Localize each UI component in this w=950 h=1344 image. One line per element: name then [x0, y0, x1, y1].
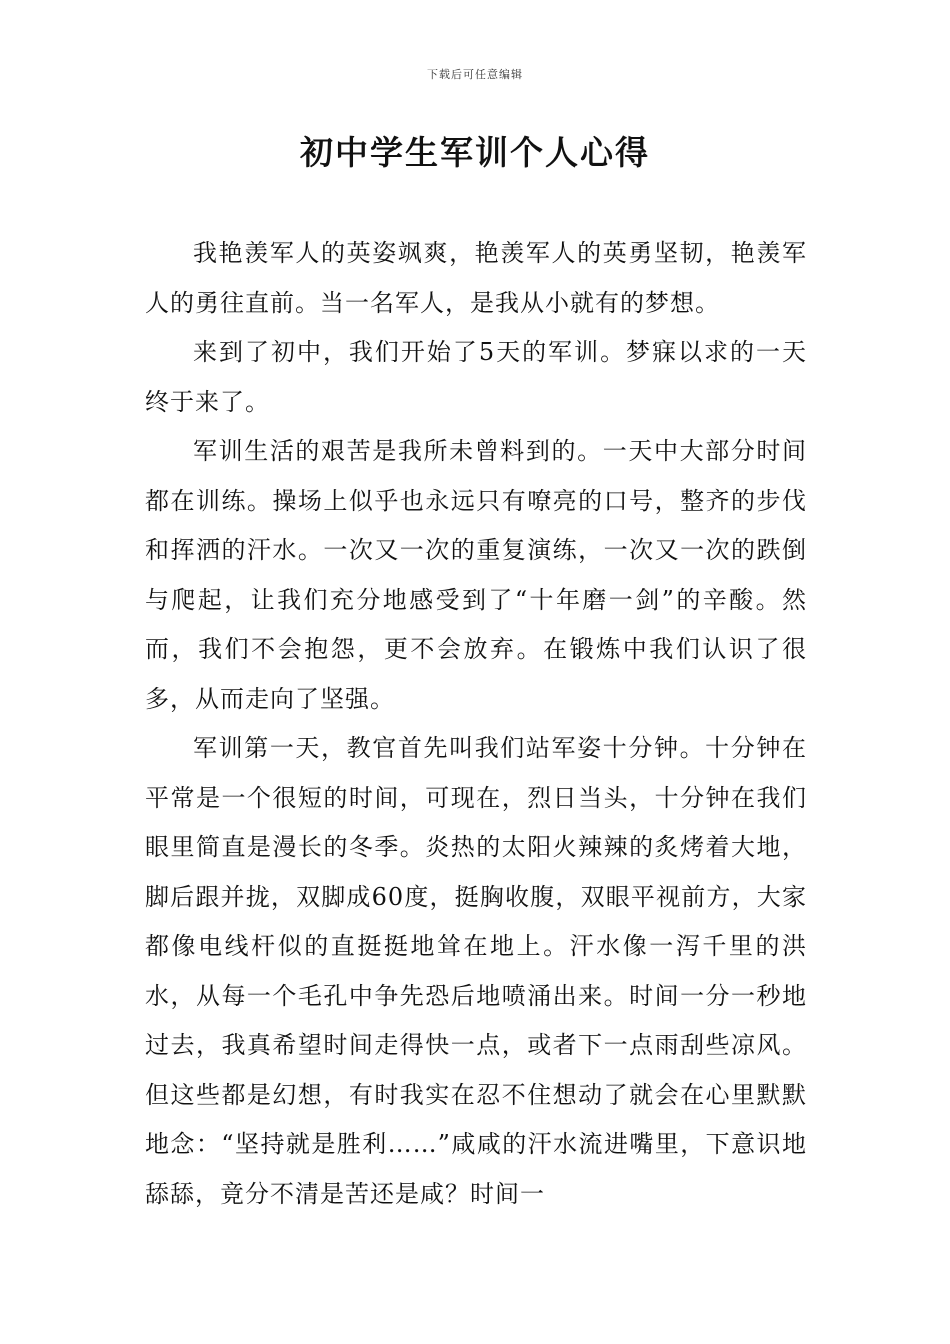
- document-title: 初中学生军训个人心得: [300, 133, 650, 172]
- paragraph-3: 军训生活的艰苦是我所未曾料到的。一天中大部分时间都在训练。操场上似乎也永远只有嘹亮的口号，整齐的步伐和挥洒的汗水。一次又一次的重复演练，一次又一次的跌倒与爬起，让我们充分地感受到了“十年磨一剑”的辛酸。然而，我们不会抱怨，更不会放弃。在锻炼中我们认识了很多，从而走向了坚强。: [145, 437, 807, 713]
- paragraph-4: 军训第一天，教官首先叫我们站军姿十分钟。十分钟在平常是一个很短的时间，可现在，烈日当头，十分钟在我们眼里简直是漫长的冬季。炎热的太阳火辣辣的炙烤着大地，脚后跟并拢，双脚成60度，挺胸收腹，双眼平视前方，大家都像电线杆似的直挺挺地耸在地上。汗水像一泻千里的洪水，从每一个毛孔中争先恐后地喷涌出来。时间一分一秒地过去，我真希望时间走得快一点，或者下一点雨刮些凉风。但这些都是幻想，有时我实在忍不住想动了就会在心里默默地念：“坚持就是胜利……”咸咸的汗水流进嘴里，下意识地舔舔，竟分不清是苦还是咸？时间一: [145, 734, 807, 1208]
- header-note: 下载后可任意编辑: [427, 68, 523, 81]
- paragraph-1: 我艳羡军人的英姿飒爽，艳羡军人的英勇坚韧，艳羡军人的勇往直前。当一名军人，是我从小就有的梦想。: [145, 239, 807, 317]
- document-body: [145, 229, 807, 1219]
- paragraph-2: 来到了初中，我们开始了5天的军训。梦寐以求的一天终于来了。: [145, 338, 807, 416]
